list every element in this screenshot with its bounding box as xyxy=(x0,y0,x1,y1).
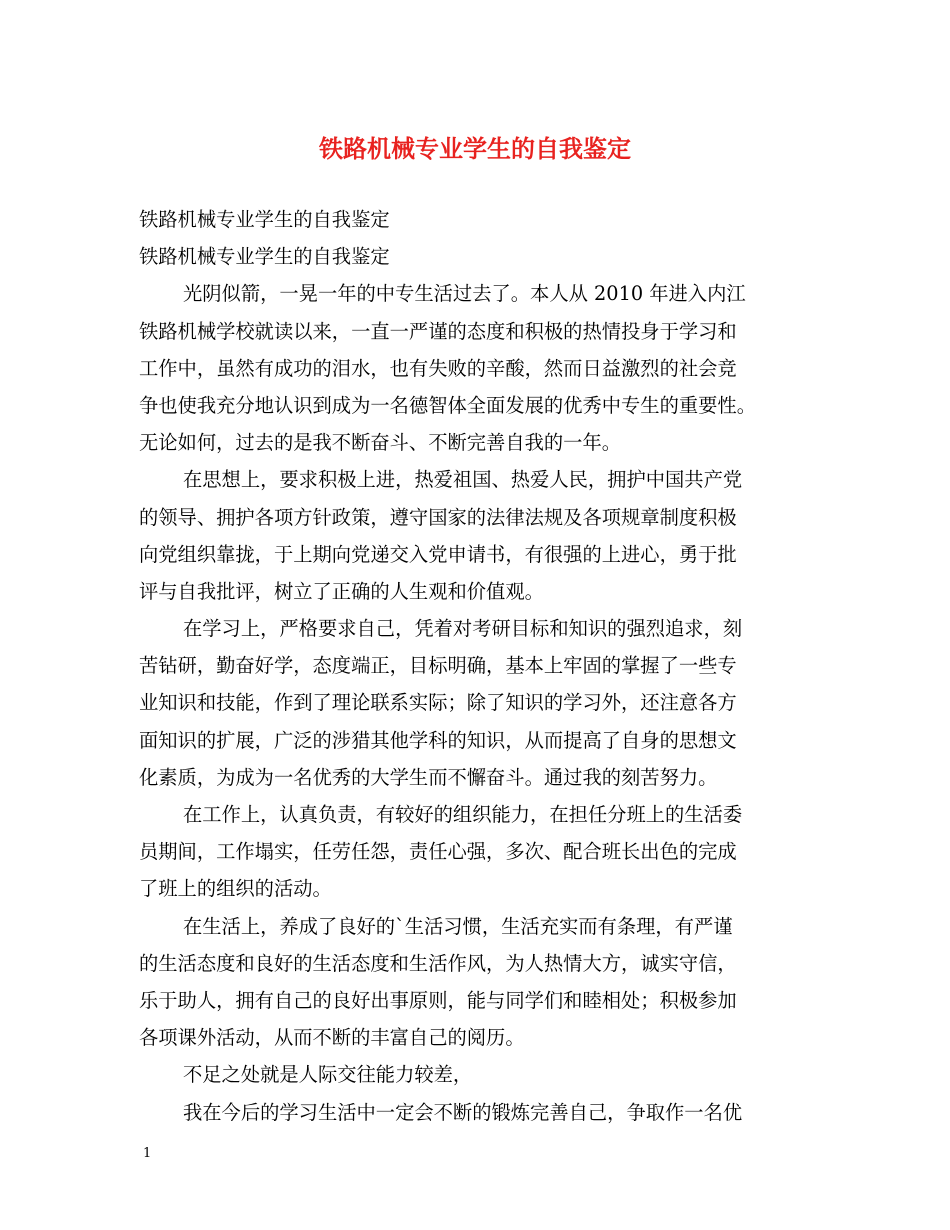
text-line: 向党组织靠拢，于上期向党递交入党申请书，有很强的上进心，勇于批 xyxy=(139,542,737,566)
text-line: 工作中，虽然有成功的泪水，也有失败的辛酸，然而日益激烈的社会竞 xyxy=(139,356,737,380)
document-title: 铁路机械专业学生的自我鉴定 xyxy=(319,134,631,163)
text-line: 我在今后的学习生活中一定会不断的锻炼完善自己，争取作一名优 xyxy=(183,1100,743,1124)
text-line: 光阴似箭，一晃一年的中专生活过去了。本人从 2010 年进入内江 xyxy=(183,282,746,306)
document-body xyxy=(139,201,829,1131)
text-line: 面知识的扩展，广泛的涉猎其他学科的知识，从而提高了自身的思想文 xyxy=(139,728,737,752)
text-line: 在思想上，要求积极上进，热爱祖国、热爱人民，拥护中国共产党 xyxy=(183,468,743,492)
text-line: 乐于助人，拥有自己的良好出事原则，能与同学们和睦相处；积极参加 xyxy=(139,988,737,1012)
text-line: 各项课外活动，从而不断的丰富自己的阅历。 xyxy=(139,1026,525,1050)
text-line: 苦钻研，勤奋好学，态度端正，目标明确，基本上牢固的掌握了一些专 xyxy=(139,654,737,678)
text-line: 铁路机械专业学生的自我鉴定 xyxy=(139,245,390,269)
page-number: 1 xyxy=(143,1146,152,1161)
text-line: 的领导、拥护各项方针政策，遵守国家的法律法规及各项规章制度积极 xyxy=(139,505,737,529)
text-line: 了班上的组织的活动。 xyxy=(139,877,332,901)
text-line: 铁路机械专业学生的自我鉴定 xyxy=(139,208,390,231)
text-line: 员期间，工作塌实，任劳任怨，责任心强，多次、配合班长出色的完成 xyxy=(139,840,737,864)
text-line: 不足之处就是人际交往能力较差， xyxy=(183,1063,473,1087)
text-line: 争也使我充分地认识到成为一名德智体全面发展的优秀中专生的重要性。 xyxy=(139,393,756,417)
text-line: 在学习上，严格要求自己，凭着对考研目标和知识的强烈追求，刻 xyxy=(183,617,743,641)
text-line: 化素质，为成为一名优秀的大学生而不懈奋斗。通过我的刻苦努力。 xyxy=(139,765,718,789)
text-line: 铁路机械学校就读以来，一直一严谨的态度和积极的热情投身于学习和 xyxy=(139,319,737,343)
text-line: 评与自我批评，树立了正确的人生观和价值观。 xyxy=(139,579,544,603)
text-line: 业知识和技能，作到了理论联系实际；除了知识的学习外，还注意各方 xyxy=(139,691,737,715)
text-line: 无论如何，过去的是我不断奋斗、不断完善自我的一年。 xyxy=(139,431,622,455)
text-line: 的生活态度和良好的生活态度和生活作风，为人热情大方，诚实守信， xyxy=(139,951,737,975)
text-line: 在工作上，认真负责，有较好的组织能力，在担任分班上的生活委 xyxy=(183,803,743,826)
text-line: 在生活上，养成了良好的`生活习惯，生活充实而有条理，有严谨 xyxy=(183,914,733,938)
